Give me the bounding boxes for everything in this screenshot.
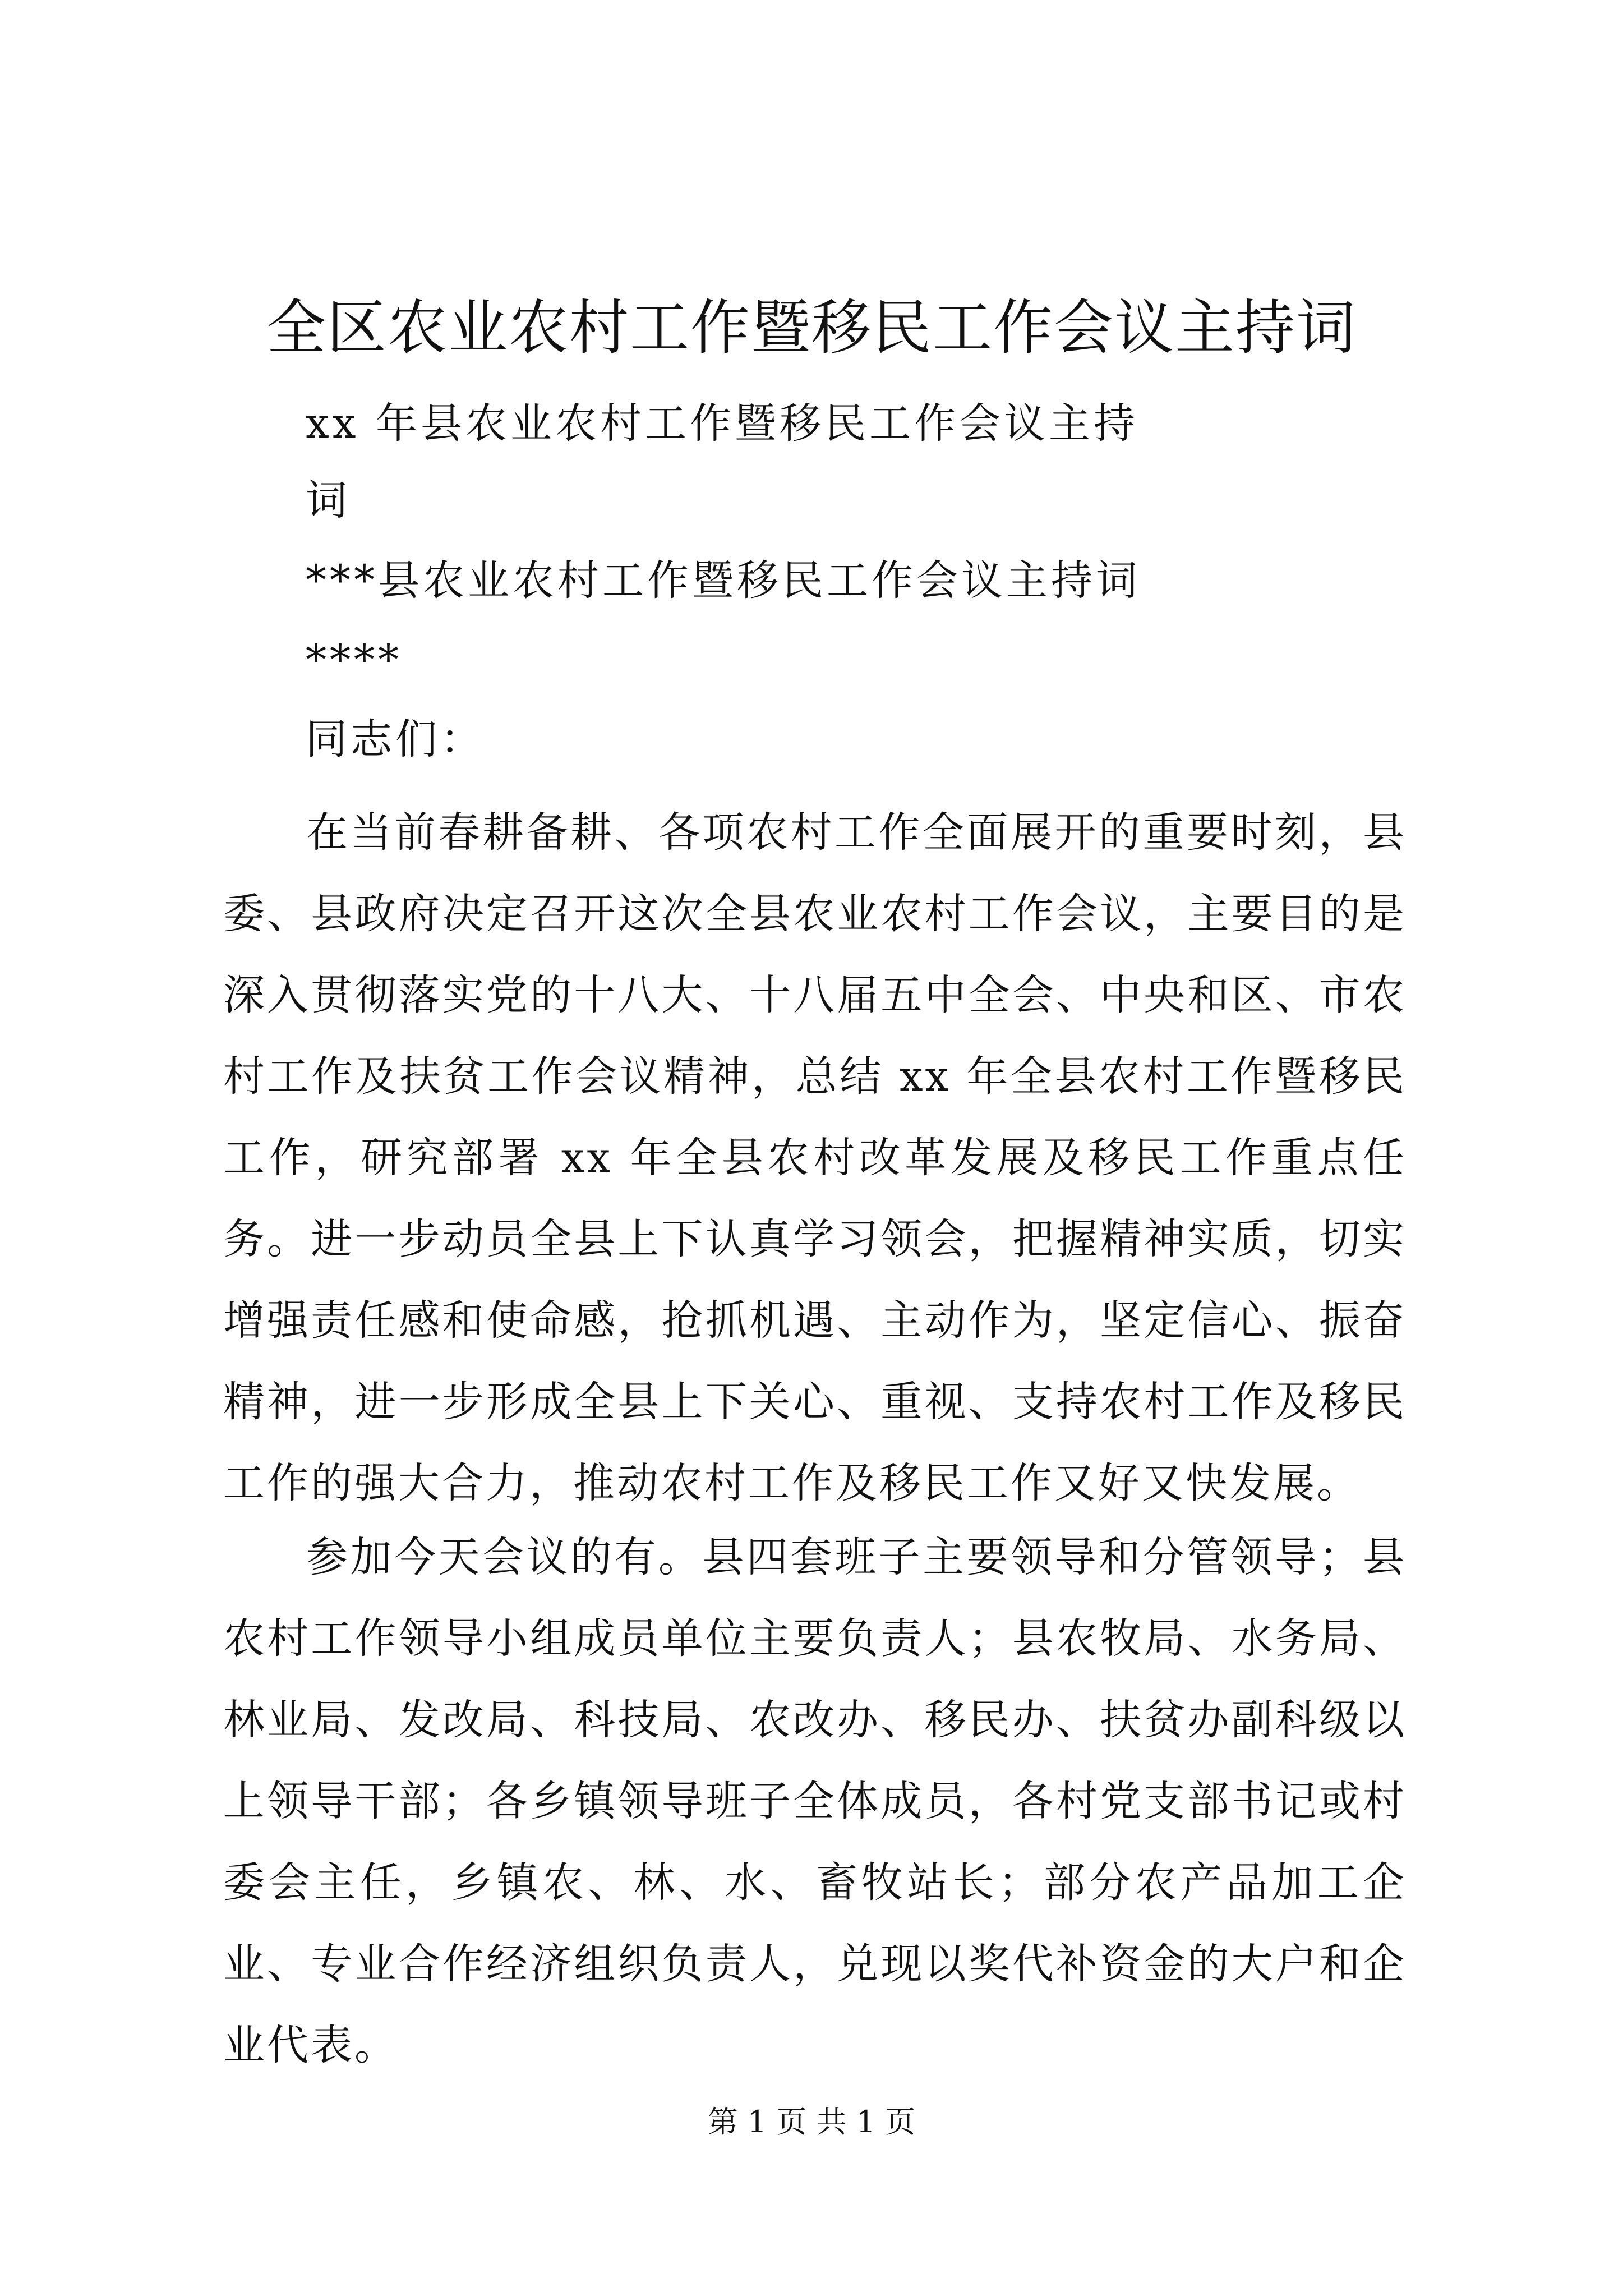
- subtitle-line-1: xx 年县农业农村工作暨移民工作会议主持: [306, 399, 1138, 448]
- subtitle-line-2: 词: [306, 476, 351, 524]
- salutation: 同志们：: [306, 715, 485, 763]
- author-line: ***县农业农村工作暨移民工作会议主持词: [306, 556, 1141, 605]
- document-title: 全区农业农村工作暨移民工作会议主持词: [266, 293, 1357, 362]
- author-name: ****: [306, 636, 402, 684]
- body-paragraph-2: 参加今天会议的有。县四套班子主要领导和分管领导；县农村工作领导小组成员单位主要负责人；县农牧局、水务局、林业局、发改局、科技局、农改办、移民办、扶贫办副科级以上领导干部；各乡镇领导班子全体成员，各村党支部书记或村委会主任，乡镇农、林、水、畜牧站长；部分农产品加工企业、专业合作经济组织负责人，兑现以奖代补资金的大户和企业代表。: [223, 1533, 1407, 2069]
- page-number-footer: 第 1 页 共 1 页: [707, 2104, 916, 2139]
- body-paragraph-1: 在当前春耕备耕、各项农村工作全面展开的重要时刻，县委、县政府决定召开这次全县农业农村工作会议，主要目的是深入贯彻落实党的十八大、十八届五中全会、中央和区、市农村工作及扶贫工作会议精神，总结 xx 年全县农村工作暨移民工作，研究部署 xx 年全县农村改革发展及移民工作重点任务。进一步动员全县上下认真学习领会，把握精神实质，切实增强责任感和使命感，抢抓机遇、主动作为，坚定信心、振奋精神，进一步形成全县上下关心、重视、支持农村工作及移民工作的强大合力，推动农村工作及移民工作又好又快发展。: [223, 808, 1407, 1507]
